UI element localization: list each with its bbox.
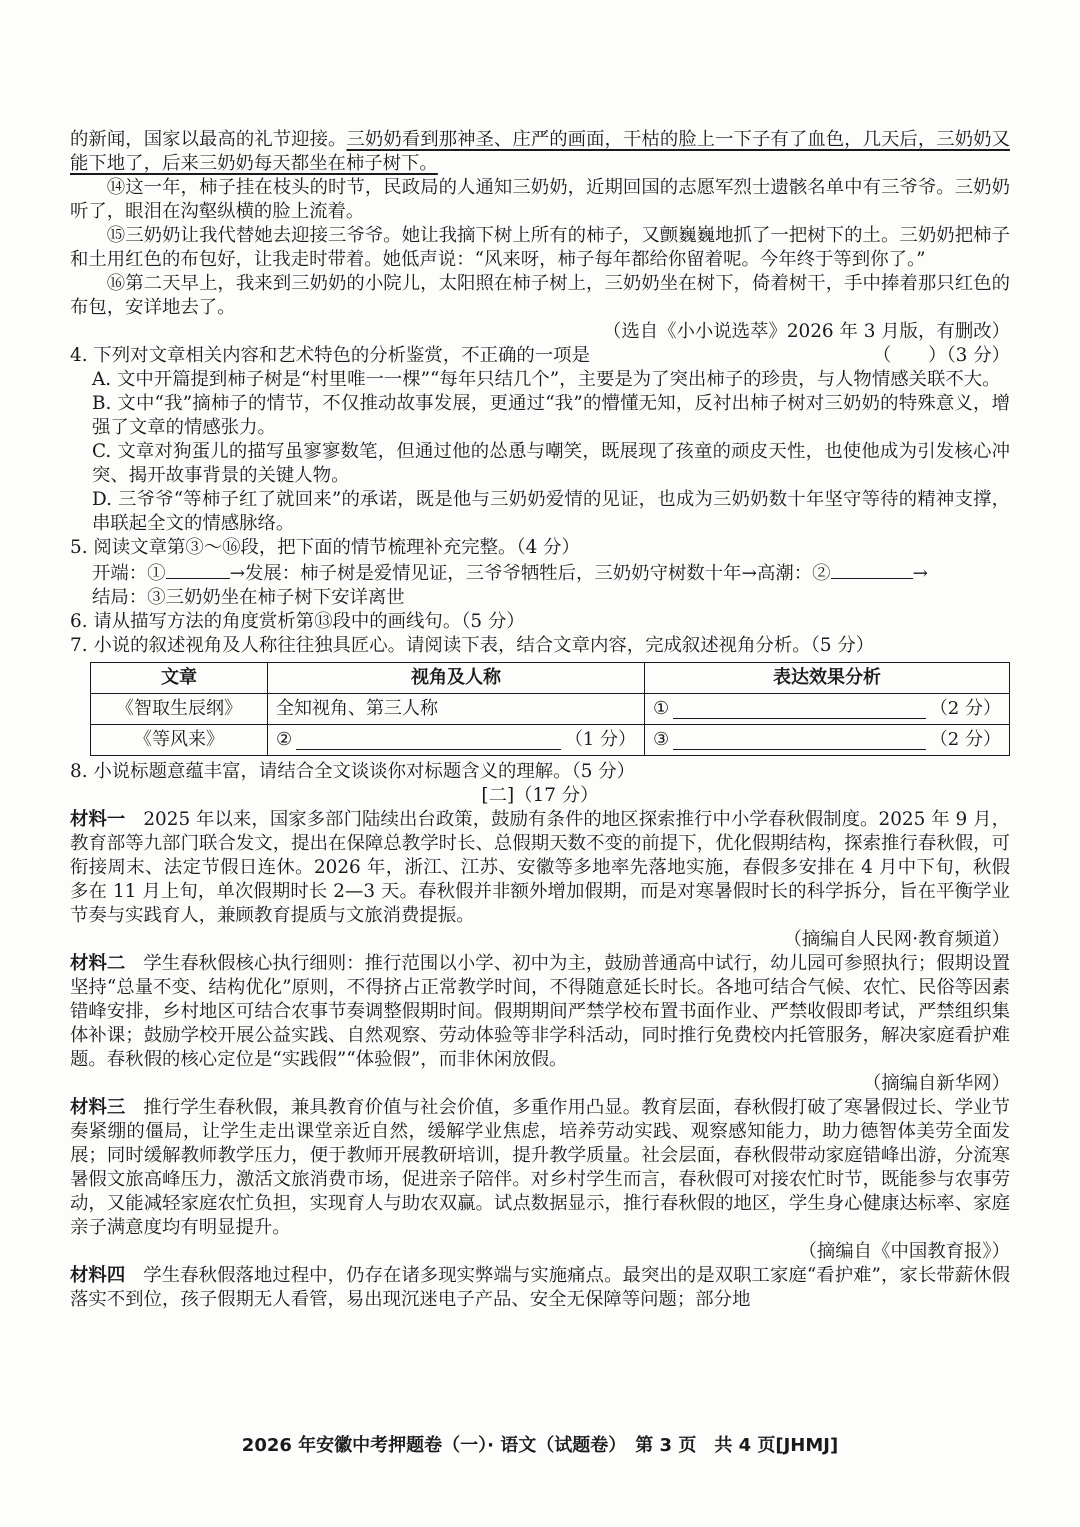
question-7-stem: 7. 小说的叙述视角及人称往往独具匠心。请阅读下表，结合文章内容，完成叙述视角分析。（5 分） [70,635,875,656]
material-text: 学生春秋假核心执行细则：推行范围以小学、初中为主，鼓励普通高中试行，幼儿园可参照执行；假期设置坚持“总量不变、结构优化”原则，不得挤占正常教学时间，不得随意延长时长。各地可结合气候、农忙、民俗等因素错峰安排，乡村地区可结合农事节奏调整假期时间。假期期间严禁学校布置书面作业、严禁收假即考试，严禁组织集体补课；鼓励学校开展公益实践、自然观察、劳动体验等非学科活动，同时推行免费校内托管服务，解决家庭看护难题。春秋假的核心定位是“实践假”“体验假”，而非休闲放假。 [70,953,1010,1070]
question-5-stem: 5. 阅读文章第③～⑯段，把下面的情节梳理补充完整。（4 分） [70,537,580,558]
table-cell [645,725,1010,756]
answer-blank-effect-2[interactable] [673,731,926,750]
score-label: （2 分） [929,698,1001,719]
material-text: 2025 年以来，国家多部门陆续出台政策，鼓励有条件的地区探索推行中小学春秋假制度。2025 年 9 月，教育部等九部门联合发文，提出在保障总教学时长、总假期天数不变的前提下，优化假期结构，探索推行春秋假，可衔接周末、法定节假日连休。2026 年，浙江、江苏、安徽等多地率先落地实施，春假多安排在 4 月中下旬，秋假多在 11 月上旬，单次假期时长 2—3 天。春秋假并非额外增加假期，而是对寒暑假时长的科学拆分，旨在平衡学业节奏与实践育人，兼顾教育提质与文旅消费提振。 [70,809,1010,926]
table-cell [645,694,1010,725]
blank-marker: ② [276,729,293,750]
answer-paren: （ ）（3 分） [872,345,1010,366]
material-label: 材料三 [70,1097,126,1118]
table-cell: 《智取生辰纲》 [91,694,268,725]
story-source: （选自《小小说选萃》2026 年 3 月版，有删改） [602,321,1010,342]
material-text: 推行学生春秋假，兼具教育价值与社会价值，多重作用凸显。教育层面，春秋假打破了寒暑假过长、学业节奏紧绷的僵局，让学生走出课堂亲近自然，缓解学业焦虑，培养劳动实践、观察感知能力，助力德智体美劳全面发展；同时缓解教师教学压力，便于教师开展教研培训，提升教学质量。社会层面，春秋假带动家庭错峰出游，分流寒暑假文旅高峰压力，激活文旅消费市场，促进亲子陪伴。对乡村学生而言，春秋假可对接农忙时节，既能参与农事劳动，又能减轻家庭农忙负担，实现育人与助农双赢。试点数据显示，推行春秋假的地区，学生身心健康达标率、家庭亲子满意度均有明显提升。 [70,1097,1010,1238]
score-label: （2 分） [929,729,1001,750]
paragraph-text: 的新闻，国家以最高的礼节迎接。 [70,129,347,150]
material-text: 学生春秋假落地过程中，仍存在诸多现实弊端与实施痛点。最突出的是双职工家庭“看护难”，家长带薪休假落实不到位，孩子假期无人看管，易出现沉迷电子产品、安全无保障等问题；部分地 [70,1265,1010,1310]
question-6: 6. 请从描写方法的角度赏析第⑬段中的画线句。（5 分） [70,611,525,632]
material-1 [70,808,1010,928]
answer-blank-2[interactable] [831,560,913,579]
question-5-line-1 [70,560,1010,586]
table-row [91,694,1010,725]
question-4-stem [70,344,1010,368]
section-heading: [二]（17 分） [481,785,599,806]
table-header-row [91,663,1010,694]
story-paragraph-14: ⑭这一年，柿子挂在枝头的时节，民政局的人通知三奶奶，近期回国的志愿军烈士遗骸名单中有三爷爷。三奶奶听了，眼泪在沟壑纵横的脸上流着。 [70,177,1010,222]
material-2 [70,952,1010,1072]
material-2-source: （摘编自新华网） [862,1073,1010,1094]
question-8: 8. 小说标题意蕴丰富，请结合全文谈谈你对标题含义的理解。（5 分） [70,761,636,782]
story-paragraph-13-end [70,128,1010,176]
material-4 [70,1264,1010,1312]
answer-blank-effect-1[interactable] [673,700,926,719]
question-4-option-c: C. 文章对狗蛋儿的描写虽寥寥数笔，但通过他的怂恿与嘲笑，既展现了孩童的顽皮天性，也使他成为引发核心冲突、揭开故事背景的关键人物。 [92,441,1010,486]
answer-blank-1[interactable] [166,560,230,579]
underlined-sentence: 三奶奶看到那神圣、庄严的画面，干枯的脸上一下子有了血色，几天后，三奶奶又能下地了，后来三奶奶每天都坐在柿子树下。 [70,129,1010,174]
arrow-text: → [912,563,928,584]
score-label: （1 分） [564,729,636,750]
question-5-line-2: 结局：③三奶奶坐在柿子树下安详离世 [92,587,405,608]
plot-start-label: 开端：① [92,563,166,584]
table-cell: 《等风来》 [91,725,268,756]
material-label: 材料四 [70,1265,126,1286]
material-3 [70,1096,1010,1240]
material-1-source: （摘编自人民网·教育频道） [783,929,1010,950]
table-header: 文章 [91,663,268,694]
blank-marker: ① [653,698,670,719]
answer-blank-view[interactable] [296,731,561,750]
question-4-option-b: B. 文中“我”摘柿子的情节，不仅推动故事发展，更通过“我”的懵懂无知，反衬出柿子树对三奶奶的特殊意义，增强了文章的情感张力。 [92,393,1010,438]
material-3-source: （摘编自《中国教育报》） [798,1241,1010,1262]
table-row [91,725,1010,756]
table-cell: 全知视角、第三人称 [268,694,645,725]
page-footer: 2026 年安徽中考押题卷（一）· 语文（试题卷） 第 3 页 共 4 页[JHMJ] [241,1435,839,1456]
question-4-option-d: D. 三爷爷“等柿子红了就回来”的承诺，既是他与三奶奶爱情的见证，也成为三奶奶数十年坚守等待的精神支撑，串联起全文的情感脉络。 [92,489,1010,534]
plot-development-text: →发展：柿子树是爱情见证，三爷爷牺牲后，三奶奶守树数十年→高潮：② [229,563,831,584]
question-4-option-a: A. 文中开篇提到柿子树是“村里唯一一棵”“每年只结几个”，主要是为了突出柿子的珍贵，与人物情感关联不大。 [92,369,1001,390]
blank-marker: ③ [653,729,670,750]
story-paragraph-16: ⑯第二天早上，我来到三奶奶的小院儿，太阳照在柿子树上，三奶奶坐在树下，倚着树干，手中捧着那只红色的布包，安详地去了。 [70,273,1010,318]
question-text: 4. 下列对文章相关内容和艺术特色的分析鉴赏，不正确的一项是 [70,345,590,366]
story-paragraph-15: ⑮三奶奶让我代替她去迎接三爷爷。她让我摘下树上所有的柿子，又颤巍巍地抓了一把树下的土。三奶奶把柿子和土用红色的布包好，让我走时带着。她低声说：“风来呀，柿子每年都给你留着呢。今年终于等到你了。” [70,225,1010,270]
table-header: 表达效果分析 [645,663,1010,694]
table-cell [268,725,645,756]
material-label: 材料一 [70,809,126,830]
material-label: 材料二 [70,953,126,974]
table-header: 视角及人称 [268,663,645,694]
narrative-view-table [90,662,1010,756]
